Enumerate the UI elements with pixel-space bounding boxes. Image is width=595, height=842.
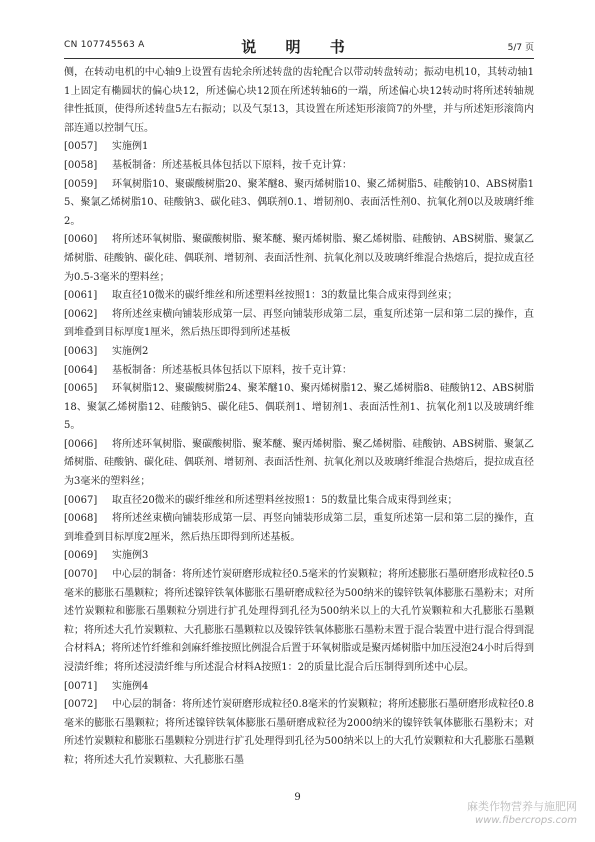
paragraph-text: 将所述环氧树脂、聚碳酸树脂、聚苯醚、聚丙烯树脂、聚乙烯树脂、硅酸钠、ABS树脂、聚氯乙烯树脂、硅酸钠、碳化硅、偶联剂、增韧剂、表面活性剂、抗氧化剂以及玻璃纤维混合热熔后，提拉成直径为0.5-3毫米的塑料丝； <box>64 234 534 283</box>
paragraph-text: 实施例1 <box>112 141 149 153</box>
paragraph-number: [0059] <box>64 178 98 190</box>
paragraph-number: [0064] <box>64 364 98 376</box>
paragraph-text: 中心层的制备：将所述竹炭研磨形成粒径0.8毫米的竹炭颗粒；将所述膨胀石墨研磨形成粒径0.8毫米的膨胀石墨颗粒；将所述镍锌铁氧体膨胀石墨研磨成粒径为2000纳米的镍锌铁氧体膨胀石墨粉末；对所述竹炭颗粒和膨胀石墨颗粒分别进行扩孔处理得到孔径为500纳米以上的大孔竹炭颗粒和大孔膨胀石墨颗粒；将所述大孔竹炭颗粒、大孔膨胀石墨 <box>64 699 534 766</box>
paragraph-text: 基板制备：所述基板具体包括以下原料，按千克计算： <box>112 364 352 376</box>
paragraph-number: [0072] <box>64 699 98 711</box>
paragraph <box>64 362 534 381</box>
page-indicator: 5/7 页 <box>507 43 534 53</box>
paragraph-number: [0062] <box>64 308 98 320</box>
paragraph-text: 中心层的制备：将所述竹炭研磨形成粒径0.5毫米的竹炭颗粒；将所述膨胀石墨研磨形成粒径0.5毫米的膨胀石墨颗粒；将所述镍锌铁氧体膨胀石墨研磨成粒径为500纳米的镍锌铁氧体膨胀石墨粉末；对所述竹炭颗粒和膨胀石墨颗粒分别进行扩孔处理得到孔径为500纳米以上的大孔竹炭颗粒和大孔膨胀石墨颗粒；将所述大孔竹炭颗粒、大孔膨胀石墨颗粒以及镍锌铁氧体膨胀石墨粉末置于混合装置中进行混合得到混合材料A；将所述竹纤维和剑麻纤维按照比例混合后置于环氧树脂或是聚丙烯树脂中加压浸泡24小时后得到浸渍纤维；将所述浸渍纤维与所述混合材料A按照1：2的质量比混合后压制得到所述中心层。 <box>64 569 534 673</box>
paragraph <box>64 138 534 157</box>
paragraph-text: 将所述丝束横向铺装形成第一层、再竖向铺装形成第二层，重复所述第一层和第二层的操作，直到堆叠到目标厚度2厘米，然后热压即得到所述基板。 <box>64 513 534 543</box>
paragraph <box>64 306 534 343</box>
paragraph-text: 实施例2 <box>112 345 149 357</box>
paragraph-number: [0063] <box>64 345 98 357</box>
paragraph <box>64 771 534 790</box>
paragraph-number: [0068] <box>64 513 98 525</box>
header-rule <box>64 58 534 59</box>
paragraph-text: 环氧树脂10、聚碳酸树脂20、聚苯醚8、聚丙烯树脂10、聚乙烯树脂5、硅酸钠10、ABS树脂15、聚氯乙烯树脂10、硅酸钠3、碳化硅3、偶联剂0.1、增韧剂0、表面活性剂0、抗氧化剂0以及玻璃纤维2。 <box>64 178 534 227</box>
paragraph <box>64 157 534 176</box>
paragraph-number: [0060] <box>64 234 98 246</box>
watermark <box>467 800 577 828</box>
paragraph <box>64 380 534 436</box>
paragraph <box>64 492 534 511</box>
page-number: 9 <box>294 792 301 803</box>
paragraph-number: [0070] <box>64 569 98 581</box>
paragraph-text: 将所述丝束横向铺装形成第一层、再竖向铺装形成第二层，重复所述第一层和第二层的操作，直到堆叠到目标厚度1厘米，然后热压即得到所述基板 <box>64 308 534 339</box>
paragraph <box>64 566 534 678</box>
paragraph-number: [0071] <box>64 680 98 692</box>
paragraph-text: 将所述环氧树脂、聚碳酸树脂、聚苯醚、聚丙烯树脂、聚乙烯树脂、硅酸钠、ABS树脂、聚氯乙烯树脂、硅酸钠、碳化硅、偶联剂、增韧剂、表面活性剂、抗氧化剂以及玻璃纤维混合热熔后，提拉成直径为3毫米的塑料丝； <box>64 438 534 488</box>
paragraph-text: 取直径10微米的碳纤维丝和所述塑料丝按照1：3的数量比集合成束得到丝束； <box>112 290 458 302</box>
paragraph <box>64 176 534 232</box>
page-header <box>64 36 534 56</box>
paragraph-text: 实施例4 <box>112 680 149 692</box>
paragraph-number: [0061] <box>64 290 98 302</box>
paragraph <box>64 343 534 362</box>
watermark-url: www.fibercrops.com <box>475 815 577 826</box>
paragraph <box>64 436 534 492</box>
paragraph-number: [0065] <box>64 383 98 395</box>
watermark-text: 麻类作物营养与施肥网 <box>467 800 577 813</box>
document-title: 说 明 书 <box>241 38 357 56</box>
paragraph-number: [0057] <box>64 141 98 153</box>
paragraph <box>64 678 534 697</box>
paragraph <box>64 64 534 138</box>
paragraph-number: [0067] <box>64 494 98 506</box>
paragraph <box>64 231 534 287</box>
paragraph-text: 基板制备：所述基板具体包括以下原料，按千克计算： <box>112 159 352 171</box>
paragraph <box>64 696 534 770</box>
paragraph-text: 侧，在转动电机的中心轴9上设置有齿轮余所述转盘的齿轮配合以带动转盘转动；振动电机10，其转动轴11上固定有椭圆状的偏心块12，所述偏心块12顶在所述转轴6的一端，所述偏心块12转动时将所述转轴规律性抵顶，使得所述转盘5左右振动；以及气泵13，其设置在所述矩形滚筒7的外壁，并与所述矩形滚筒内部连通以控制气压。 <box>64 67 534 134</box>
paragraph <box>64 547 534 566</box>
paragraph-number: [0058] <box>64 159 98 171</box>
document-body <box>64 64 534 789</box>
paragraph <box>64 287 534 306</box>
paragraph-number: [0069] <box>64 550 98 562</box>
paragraph <box>64 510 534 547</box>
paragraph-number: [0066] <box>64 438 98 450</box>
paragraph-text: 取直径20微米的碳纤维丝和所述塑料丝按照1：5的数量比集合成束得到丝束； <box>112 494 458 506</box>
paragraph-text: 环氧树脂12、聚碳酸树脂24、聚苯醚10、聚丙烯树脂12、聚乙烯树脂8、硅酸钠12、ABS树脂18、聚氯乙烯树脂12、硅酸钠5、碳化硅5、偶联剂1、增韧剂1、表面活性剂1、抗氧化剂1以及玻璃纤维5。 <box>64 383 534 432</box>
publication-number: CN 107745563 A <box>64 40 145 50</box>
paragraph-text: 实施例3 <box>112 550 149 562</box>
